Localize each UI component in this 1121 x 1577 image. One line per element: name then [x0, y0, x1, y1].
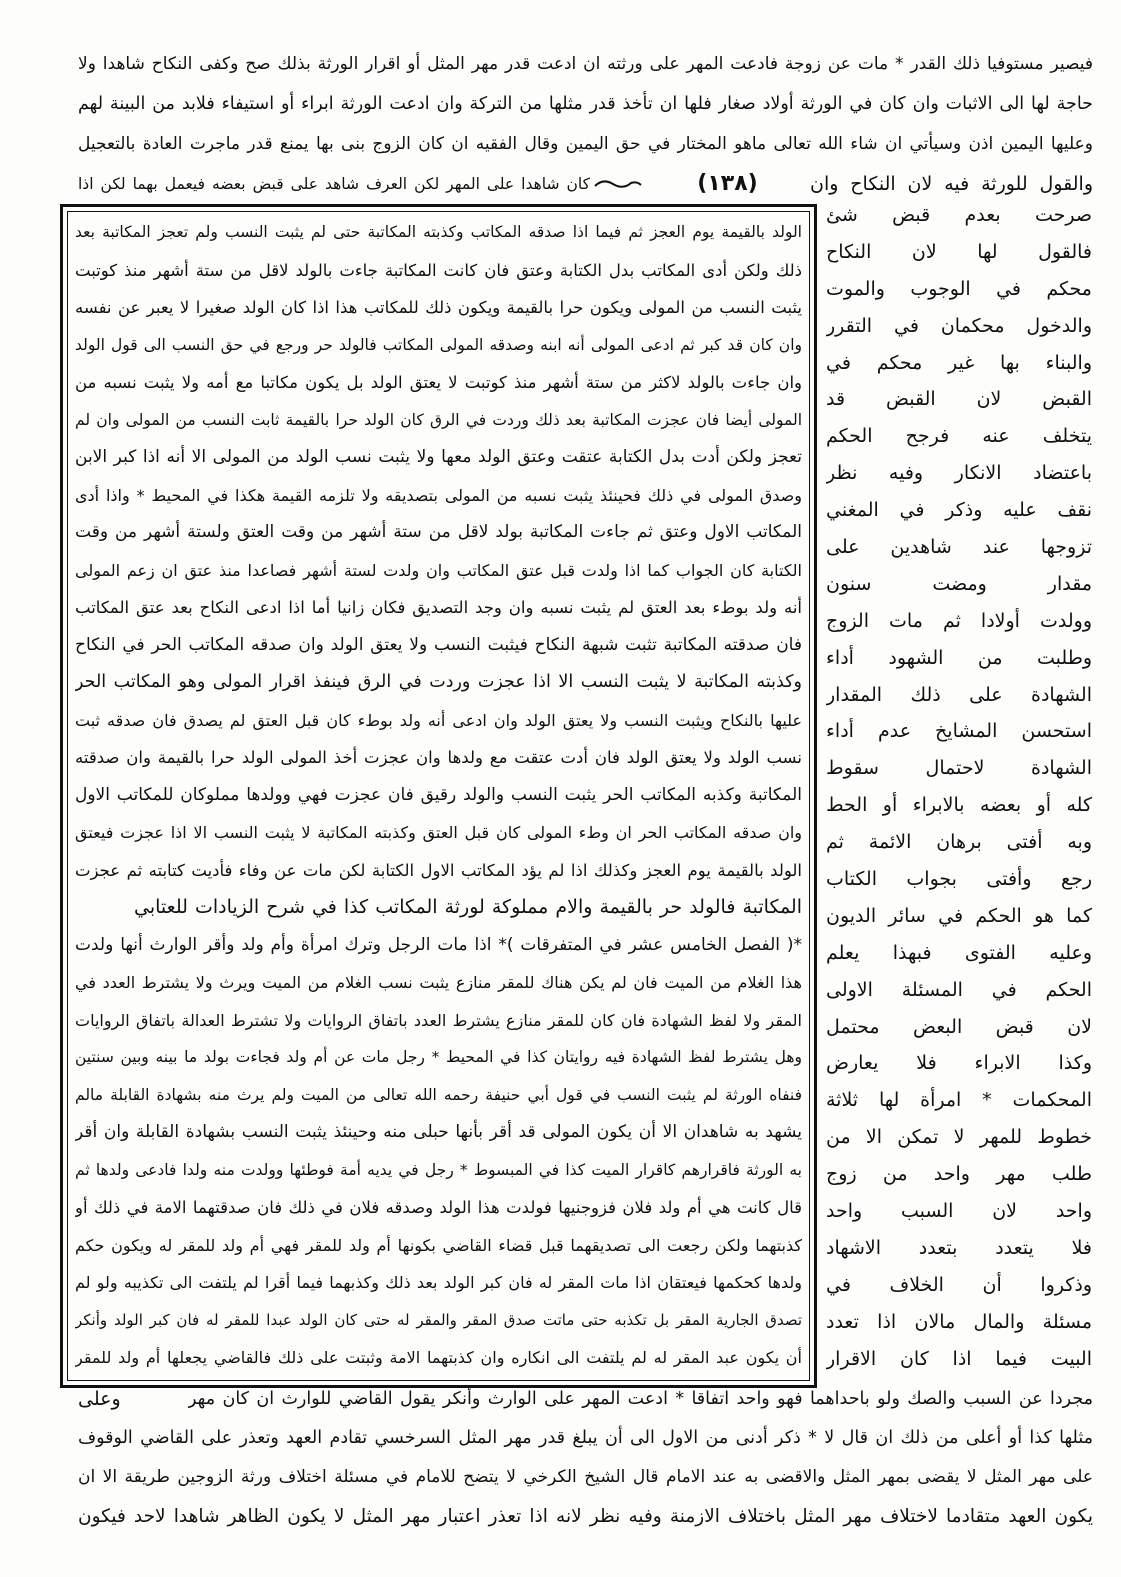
- margin-note-line: وولدت أولادا ثم مات الزوج: [826, 609, 1092, 632]
- margin-note-line: باعتضاد الانكار وفيه نظر: [826, 462, 1092, 485]
- margin-note-line: نقف عليه وذكر في المغني: [826, 499, 1092, 522]
- main-text-line: تعجز ولكن أدت بدل الكتابة عتقت وعتق الولد معها ولا يثبت نسب الولد من المولى الا أنه اذا كبر الابن: [75, 447, 802, 467]
- top-text-block: [78, 44, 1093, 204]
- main-text-line: أنه ولد بوطء بعد العتق لم يثبت نسبه وان وجد التصديق فكان زانيا أما اذا ادعى النكاح بعد عتق المكاتب: [75, 598, 802, 617]
- main-text-line: المولى أيضا فان عجزت المكاتبة بعد ذلك وردت في الرق كان الولد حرا بالقيمة ثابت النسب من المولى وان لم: [75, 410, 802, 429]
- bottom-text-block: [78, 1380, 1093, 1536]
- margin-note-line: استحسن المشايخ عدم أداء: [826, 720, 1092, 743]
- main-text-line: الولد بالقيمة يوم العجز وكذلك اذا لم يؤد المكاتب الاول الكتابة لكن مات عن وفاء فأديت كتابته ثم عجزت: [75, 860, 802, 880]
- top-text-line: وعليها اليمين اذن وسيأتي ان شاء الله تعالى ماهو المختار في حق اليمين وقال الفقيه ان كان الزوج بنى بها يمنع قدر ماجرت العادة بالتعجيل: [78, 134, 1093, 154]
- main-text-line: نسب الولد ولا يعتق الولد فان أدت عتقت مع ولدها وان عجزت أخذ المولى الولد حرا بالقيمة وان صدقته: [75, 748, 802, 767]
- margin-note-line: والبناء بها غير محكم في: [826, 351, 1092, 374]
- main-text-line: يثبت النسب من المولى ويكون حرا بالقيمة ويكون ذلك للمكاتب هذا اذا كان الولد صغيرا لا يعبر عن نفسه: [75, 298, 802, 317]
- margin-note-line: والدخول محكمان في التقرر: [826, 314, 1092, 337]
- main-text-line: المكاتبة وكذبه المكاتب الحر يثبت النسب والولد رقيق فان عجزت فهي وولدها مملوكان للمكاتب الاول: [75, 784, 802, 805]
- section-heading-line: *( الفصل الخامس عشر في المتفرقات )* اذا مات الرجل وترك امرأة وأم ولد وأقر الوارث أنها ولدت: [75, 934, 802, 955]
- bottom-text-line-main: مجردا عن السبب والصك ولو باحداهما فهو واحد اتفاقا * ادعت المهر على الوارث وأنكر يقول القاضي للوارث ان كان مهر: [188, 1389, 1093, 1409]
- top-text-line-left-part: كان شاهدا على المهر لكن العرف شاهد على قبض بعضه فيعمل بهما لكن اذا: [78, 175, 590, 193]
- margin-note-line: المحكمات * امرأة لها ثلاثة: [826, 1089, 1092, 1112]
- main-text-line: ولدها كحكمها فيعتقان اذا مات المقر له فان كبر الولد بعد ذلك وكذبهما فيما أقرا لم يلتفت الى تكذيبه ولو لم: [75, 1273, 802, 1292]
- margin-note-line: كله أو بعضه بالابراء أو الحط: [826, 794, 1092, 817]
- margin-commentary: [826, 197, 1092, 1378]
- main-text-line: هذا الغلام من الميت فان لم يكن هناك للمقر منازع يثبت نسب الغلام من الميت ويرث ولا يشترط العدد في: [75, 973, 802, 992]
- margin-note-line: طلب مهر واحد من زوج: [826, 1163, 1092, 1186]
- margin-note-line: واحد لان السبب واحد: [826, 1200, 1092, 1223]
- bottom-text-line: يكون العهد متقادما لاختلاف مهر المثل باختلاف الازمنة وفيه نظر لانه اذا تعذر اعتبار مهر المثل لا يكون الظاهر شاهدا لاحد فيكون: [78, 1506, 1093, 1527]
- main-text-line: ذلك ولكن أدى المكاتب بدل الكتابة وعتق فان كانت المكاتبة جاءت بالولد لاقل من ستة أشهر منذ كوتبت: [75, 260, 802, 280]
- main-text-line: فان صدقته المكاتبة تثبت شبهة النكاح فيثبت النسب ولا يعتق الولد وان صدقه المكاتب الحر في النكاح: [75, 634, 802, 655]
- main-text-box: [60, 204, 817, 1388]
- main-text-line: تصدق الجارية المقر بل تكذبه حتى ماتت صدق المقر والمقر له حتى كان الولد عبدا للمقر له فان كبر الولد وأنكر: [75, 1310, 802, 1329]
- main-text-line: المكاتب الاول وعتق ثم جاءت المكاتبة بولد لاقل من ستة أشهر من وقت العتق ولستة أشهر من وقت: [75, 522, 802, 542]
- main-text-line: وصدق المولى في ذلك فحينئذ يثبت نسبه من المولى بتصديقه ولا تلزمه القيمة هكذا في المحيط * واذا أدى: [75, 485, 802, 505]
- margin-note-line: مسئلة والمال مالان اذا تعدد: [826, 1310, 1092, 1333]
- margin-note-line: وطلبت من الشهود أداء: [826, 646, 1092, 669]
- margin-note-line: فلا يتعدد بتعدد الاشهاد: [826, 1236, 1092, 1259]
- margin-note-line: البيت فيما اذا كان الاقرار: [826, 1347, 1092, 1370]
- main-text-line: المكاتبة فالولد حر بالقيمة والام مملوكة لورثة المكاتب كذا في شرح الزيادات للعتابي: [134, 896, 802, 918]
- bottom-text-line-end-word: وعلى: [78, 1388, 121, 1410]
- bottom-text-line: مثلها كذا أو أعلى من ذلك ان قال لا * ذكر أدنى من الاول الى أن يبلغ قدر مهر المثل السرخسي تقادم العهد وتعذر على القاضي الوقوف: [78, 1428, 1093, 1448]
- margin-note-line: الشهادة على ذلك المقدار: [826, 683, 1092, 706]
- main-text-line: وكذبته المكاتبة لا يثبت النسب الا اذا عجزت وردت في الرق فينفذ اقرار المولى وهو المكاتب الحر: [75, 672, 802, 692]
- margin-note-line: الحكم في المسئلة الاولى: [826, 978, 1092, 1001]
- margin-note-line: وبه أفتى برهان الائمة ثم: [826, 831, 1092, 854]
- main-text-line: يشهد به شاهدان الا أن يكون المولى قد أقر بأنها حبلى منه وحينئذ يثبت النسب بشهادة القابلة وان أقر: [75, 1122, 802, 1142]
- main-text-line: وان كان قد كبر ثم ادعى المولى أنه ابنه وصدقه المولى المكاتب فالولد حر ورجع في حق النسب الى قول الولد: [75, 335, 802, 354]
- main-text-line: وان جاءت بالولد لاكثر من ستة أشهر منذ كوتبت لا يعتق الولد بل يكون مكاتبا مع أمه ولا يثبت نسبه من: [75, 373, 802, 392]
- margin-note-line: القبض لان القبض قد: [826, 388, 1092, 411]
- page-number: (١٣٨): [697, 171, 758, 196]
- margin-note-line: تزوجها عند شاهدين على: [826, 536, 1092, 559]
- main-text-line: أن يكون عبد المقر له لم يلتفت الى انكاره وان كذبتهما الامة وثبتت على ذلك فالقاضي يجعلها أم ولد للمقر: [75, 1348, 802, 1367]
- margin-note-line: صرحت بعدم قبض شئ: [826, 204, 1092, 226]
- main-text-line: وهل يشترط لفظ الشهادة فيه روايتان كذا في المحيط * رجل مات عن أم ولد فجاءت بولد ما بينه وبين سنتين: [75, 1048, 802, 1066]
- margin-note-line: وذكروا أن الخلاف في: [826, 1273, 1092, 1296]
- main-text-line: قال كانت هي أم ولد فلان فزوجنيها فولدت هذا الولد وصدقه فلان في ذلك فان صدقتهما الامة في ذلك أو: [75, 1198, 802, 1217]
- top-text-line: فيصير مستوفيا ذلك القدر * مات عن زوجة فادعت المهر على ورثته ان ادعت قدر مهر المثل أو اقرار الورثة بذلك صح وكفى النكاح شاهدا ولا: [78, 54, 1093, 74]
- main-text-line: الكتابة كان الجواب كما اذا ولدت قبل عتق المكاتب وان ولدت لستة أشهر فصاعدا منذ عتق ان زعم المولى: [75, 560, 802, 580]
- main-text-line: وان صدقه المكاتب الحر ان وطء المولى كان قبل العتق وكذبته المكاتبة لا يثبت النسب الا اذا عجزت فيعتق: [75, 823, 802, 842]
- margin-note-line: يتخلف عنه فرجح الحكم: [826, 425, 1092, 448]
- top-text-line-right-part: والقول للورثة فيه لان النكاح وان: [810, 173, 1093, 195]
- top-text-line: حاجة لها الى الاثبات وان كان في الورثة أولاد صغار فلها ان تأخذ قدر مثلها من التركة وان ادعت الورثة ابراء أو استيفاء فلابد من البينة لهم: [78, 94, 1093, 114]
- margin-note-line: فالقول لها لان النكاح: [826, 240, 1092, 263]
- margin-note-line: مقدار ومضت سنون: [826, 572, 1092, 595]
- margin-note-line: الشهادة لاحتمال سقوط: [826, 757, 1092, 780]
- bottom-text-line: على مهر المثل لا يقضى بمهر المثل والاقضى به عند الامام قال الشيخ الكرخي لا يتضح للامام في مسئلة اختلاف ورثة الزوجين طريقة الا ان: [78, 1467, 1093, 1487]
- decorative-swash-icon: [590, 164, 645, 204]
- bottom-text-line: [78, 1380, 1093, 1419]
- main-text-line: كذبتهما ولكن رجعت الى تصديقهما قبل قضاء القاضي بكونها أم ولد للمقر فهي أم ولد للمقر له ويكون حكم: [75, 1235, 802, 1255]
- margin-note-line: وكذا الابراء فلا يعارض: [826, 1052, 1092, 1075]
- margin-note-line: وعليه الفتوى فبهذا يعلم: [826, 941, 1092, 964]
- margin-note-line: محكم في الوجوب والموت: [826, 277, 1092, 300]
- margin-note-line: كما هو الحكم في سائر الديون: [826, 904, 1092, 927]
- margin-note-line: رجع وأفتى بجواب الكتاب: [826, 868, 1092, 891]
- main-text-line: المقر ولا لفظ الشهادة فان كان للمقر منازع يشترط العدد باتفاق الروايات ولا تشترط العدالة باتفاق الروايات: [75, 1010, 802, 1030]
- main-text-line: فنفاه الورثة لم يثبت النسب في قول أبي حنيفة رحمه الله تعالى من الميت ولم يرث منه بشهادة القابلة مالم: [75, 1085, 802, 1104]
- margin-note-line: خطوط للمهر لا تمكن الا من: [826, 1126, 1092, 1149]
- main-text-line: به الورثة فاقرارهم كاقرار الميت كذا في المبسوط * رجل في يديه أمة فوطئها وولدت منه ولدا فادعى ولدها ثم: [75, 1160, 802, 1179]
- margin-note-line: لان قبض البعض محتمل: [826, 1015, 1092, 1038]
- main-text-line: عليها بالنكاح ويثبت النسب ولا يعتق الولد وان ادعى أنه ولد بوطء كان قبل العتق لم يصدق فان صدقه ثبت: [75, 710, 802, 730]
- main-text-frame: [67, 211, 810, 1381]
- main-text-line: الولد بالقيمة يوم العجز ثم فيما اذا صدقه المكاتب وكذبته المكاتبة حتى لم يثبت النسب ولم تعجز المكاتبة بعد: [75, 223, 802, 241]
